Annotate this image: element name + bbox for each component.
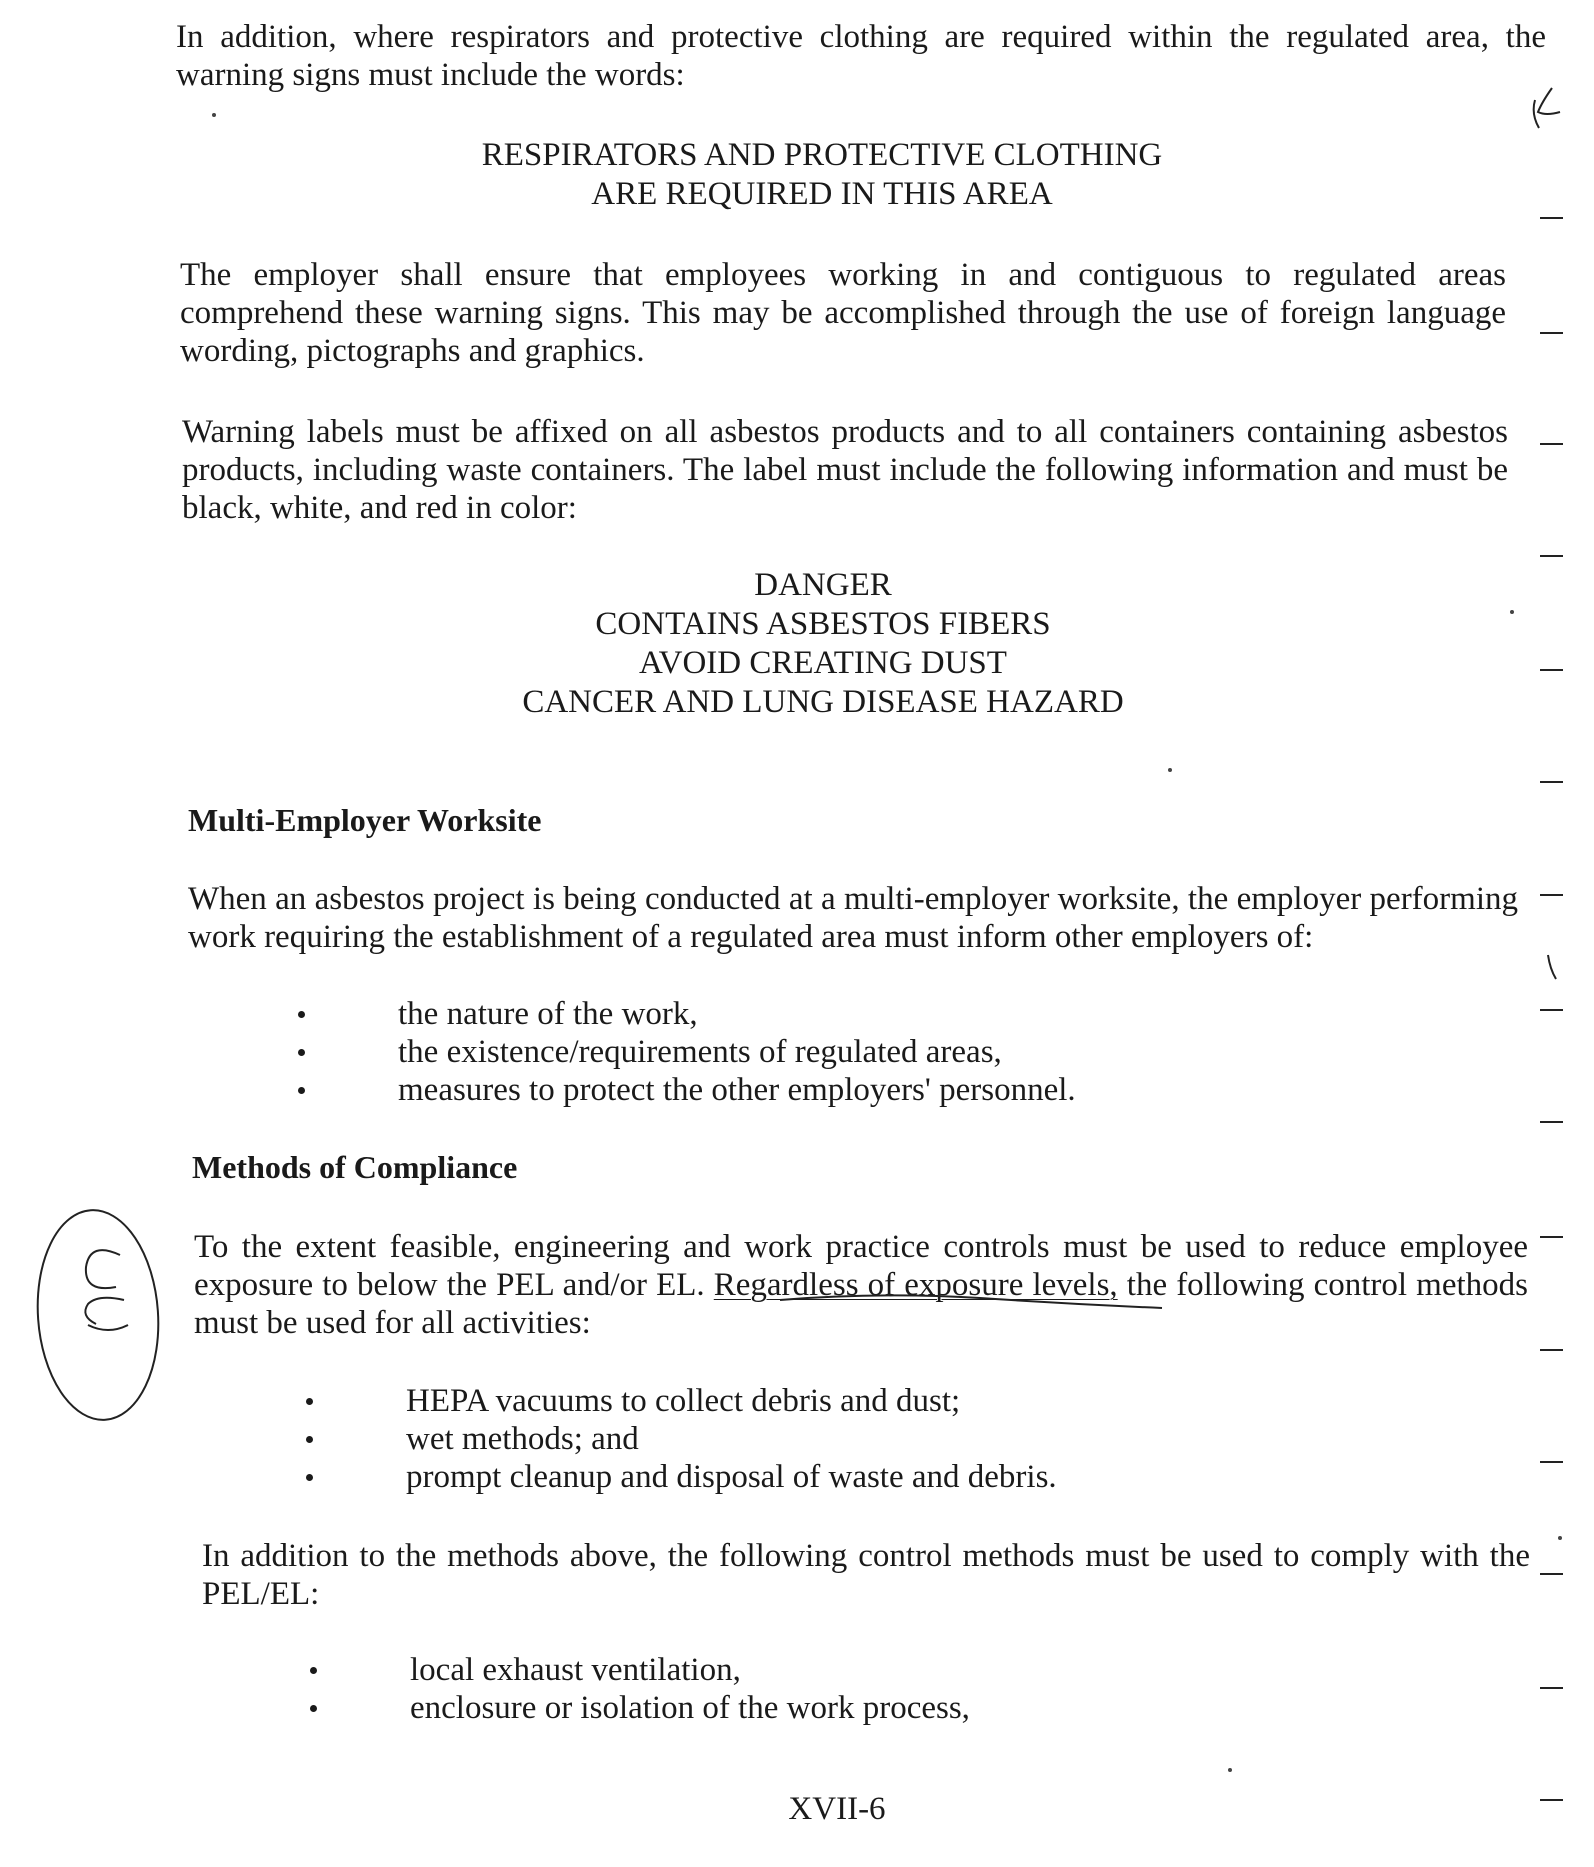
- danger-label-line-4: CANCER AND LUNG DISEASE HAZARD: [522, 684, 1124, 720]
- danger-label-line-1: DANGER: [754, 567, 892, 603]
- list-item: [310, 1689, 970, 1727]
- methods-bullet-list: [306, 1382, 1057, 1496]
- additional-methods-bullet-list: [310, 1651, 970, 1727]
- respirator-sign-line-2: ARE REQUIRED IN THIS AREA: [591, 176, 1053, 212]
- bullet-icon: [310, 1705, 317, 1712]
- list-item: [310, 1651, 970, 1689]
- methods-paragraph-start: To the extent feasible, engineering and work practice controls must be used to reduce employee exposure to below the PEL and/or EL.: [194, 1229, 1528, 1303]
- list-item: [306, 1420, 1057, 1458]
- danger-label-line-2: CONTAINS ASBESTOS FIBERS: [595, 606, 1051, 642]
- pen-mark-icon: [1534, 100, 1539, 128]
- list-item: [306, 1458, 1057, 1496]
- pen-mark-icon: [1548, 955, 1556, 979]
- bullet-text: prompt cleanup and disposal of waste and debris.: [406, 1459, 1057, 1495]
- bullet-text: wet methods; and: [406, 1421, 639, 1457]
- danger-label: [0, 566, 1594, 722]
- multi-employer-paragraph: When an asbestos project is being conducted at a multi-employer worksite, the employer performing work requiring the establishment of a regulated area must inform other employers of:: [188, 881, 1518, 955]
- list-item: [298, 1033, 1076, 1071]
- labels-paragraph: Warning labels must be affixed on all asbestos products and to all containers containing asbestos products, including waste containers. The label must include the following information and must be black, white, and red in color:: [182, 414, 1508, 526]
- danger-label-line-3: AVOID CREATING DUST: [639, 645, 1007, 681]
- circled-annotation-icon: [31, 1206, 165, 1424]
- bullet-icon: [298, 1087, 305, 1094]
- methods-paragraph-underlined: Regardless of exposure levels,: [713, 1267, 1118, 1303]
- comprehension-paragraph: The employer shall ensure that employees working in and contiguous to regulated areas comprehend these warning signs. This may be accomplished through the use of foreign language wording, pictographs and graphics.: [180, 257, 1506, 369]
- bullet-text: the nature of the work,: [398, 996, 698, 1032]
- page-number: XVII-6: [788, 1791, 886, 1827]
- list-item: [306, 1382, 1057, 1420]
- bullet-icon: [310, 1667, 317, 1674]
- bullet-icon: [306, 1474, 313, 1481]
- methods-of-compliance-heading: Methods of Compliance: [192, 1149, 518, 1185]
- respirator-sign: [0, 136, 1594, 214]
- list-item: [298, 1071, 1076, 1109]
- bullet-text: HEPA vacuums to collect debris and dust;: [406, 1383, 961, 1419]
- bullet-icon: [306, 1436, 313, 1443]
- bullet-icon: [306, 1398, 313, 1405]
- bullet-text: local exhaust ventilation,: [410, 1652, 741, 1688]
- methods-paragraph: [194, 1228, 1528, 1342]
- respirator-sign-line-1: RESPIRATORS AND PROTECTIVE CLOTHING: [481, 137, 1163, 173]
- bullet-icon: [298, 1011, 305, 1018]
- bullet-text: measures to protect the other employers' personnel.: [398, 1072, 1076, 1108]
- multi-employer-bullet-list: [298, 995, 1076, 1109]
- bullet-icon: [298, 1049, 305, 1056]
- bullet-text: enclosure or isolation of the work process,: [410, 1690, 970, 1726]
- multi-employer-heading: Multi-Employer Worksite: [188, 802, 542, 838]
- additional-methods-paragraph: In addition to the methods above, the following control methods must be used to comply with the PEL/EL:: [202, 1538, 1530, 1612]
- intro-paragraph: In addition, where respirators and protective clothing are required within the regulated area, the warning signs must include the words:: [176, 19, 1546, 93]
- bullet-text: the existence/requirements of regulated areas,: [398, 1034, 1002, 1070]
- methods-paragraph-end: the following control methods must be used for all activities:: [194, 1267, 1529, 1341]
- list-item: [298, 995, 1076, 1033]
